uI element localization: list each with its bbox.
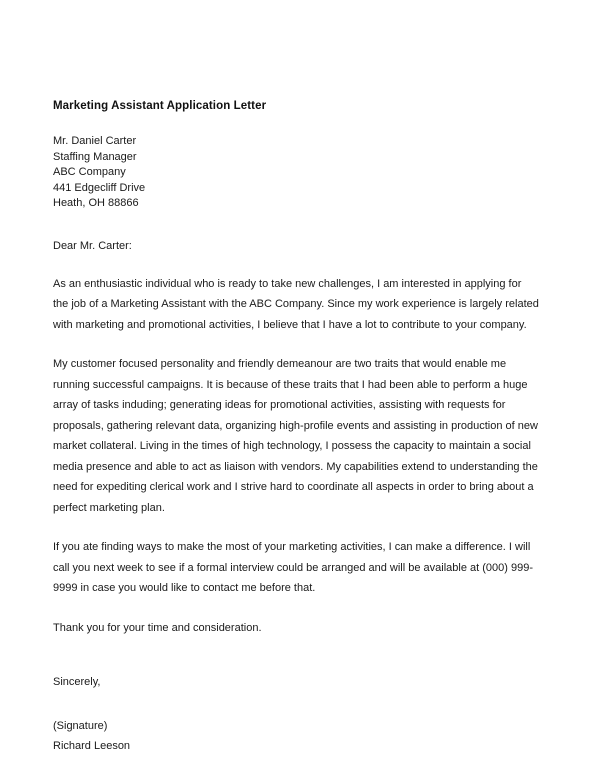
body-paragraph-3: If you ate finding ways to make the most of your marketing activities, I can make a difference. I will call you next week to see if a formal interview could be arranged and will be available at (000) 999-9999 in case you would like to contact me before that. [53, 541, 533, 594]
closing-block [53, 672, 539, 757]
recipient-name: Mr. Daniel Carter [53, 135, 137, 147]
signature-space [53, 693, 539, 716]
letter-body [53, 100, 539, 757]
recipient-address-block [53, 134, 539, 212]
recipient-company: ABC Company [53, 166, 126, 178]
closing-thanks: Thank you for your time and consideration. [53, 621, 262, 634]
body-paragraph-2: My customer focused personality and friendly demeanour are two traits that would enable me running successful campaigns. It is because of these traits that I had been able to perform a huge array of tasks induding; generating ideas for promotional activities, assisting with requests for proposals, gathering relevant data, organizing high-profile events and assisting in production of new market collateral. Living in the times of high technology, I possess the capacity to maintain a social media presence and able to act as liaison with vendors. My capabilities extend to understanding the need for expediting clerical work and I strive hard to coordinate all aspects in order to bring about a perfect marketing plan. [53, 358, 538, 514]
body-paragraph-1: As an enthusiastic individual who is ready to take new challenges, I am interested in applying for the job of a Marketing Assistant with the ABC Company. Since my work experience is largely related with marketing and promotional activities, I believe that I have a lot to contribute to your company. [53, 277, 539, 331]
recipient-city-state-zip: Heath, OH 88866 [53, 197, 139, 209]
closing-salutation: Sincerely, [53, 676, 101, 688]
signature-placeholder: (Signature) [53, 719, 108, 732]
recipient-street: 441 Edgecliff Drive [53, 181, 146, 194]
sender-name: Richard Leeson [53, 740, 131, 752]
recipient-job-title: Staffing Manager [53, 150, 137, 163]
salutation: Dear Mr. Carter: [53, 239, 132, 252]
page-title: Marketing Assistant Application Letter [53, 100, 267, 112]
